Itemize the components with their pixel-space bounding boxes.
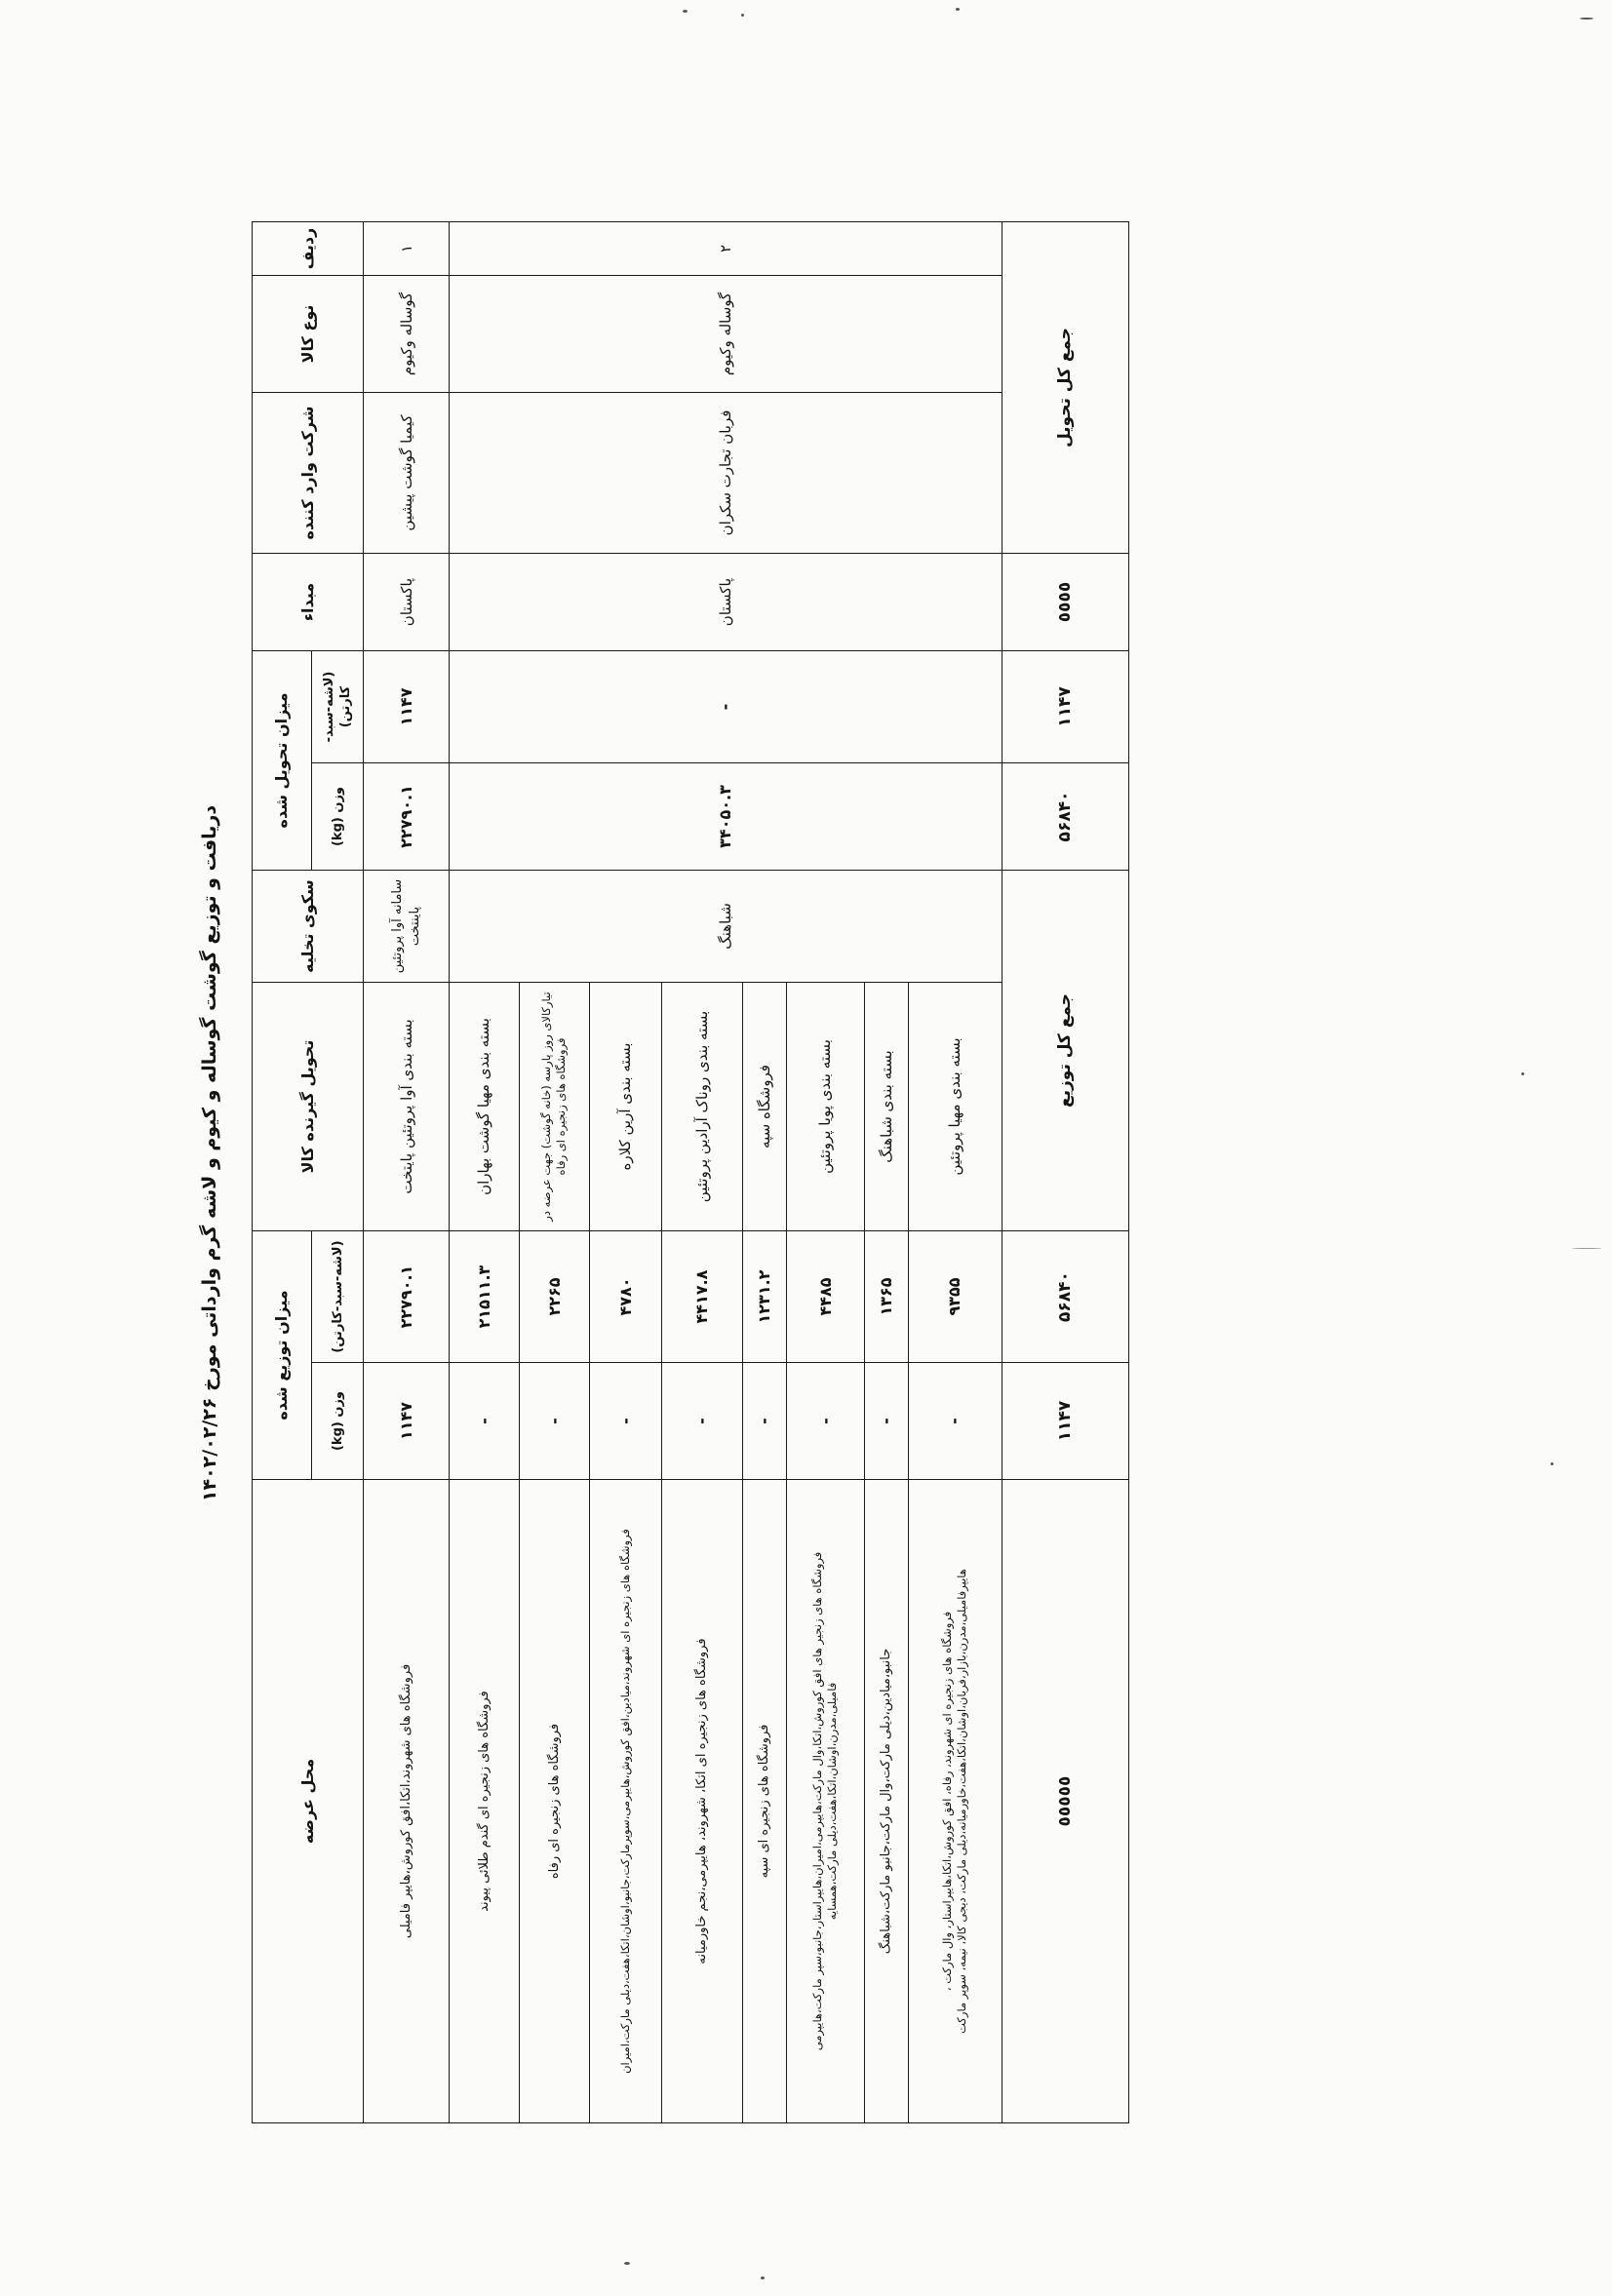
- cell-distributed-count: -: [662, 1363, 742, 1480]
- totals-row: [1002, 221, 1128, 2122]
- cell-consumption: فروشگاه های زنجیره ای گندم طلائی پیوند: [450, 1480, 520, 2123]
- cell-distributed-weight: ۲۲۷۹۰.۱: [364, 1231, 450, 1363]
- cell-delivered-count: ۱۱۴۷: [364, 650, 450, 762]
- cell-consumption: فروشگاه های زنجیر های افق کوروش،اتکا،وال مارکت،هایپرمی،امیران،هایپراستار،جانبو،سپر مارکت،هایپرمی فامیلی،مدرن،اوشان،اتکا،هفت،دیلی مارکت،همسایه: [786, 1480, 864, 2123]
- rotated-document: [176, 183, 1160, 2123]
- cell-receiver: بسته بندی پویا پروتئین: [786, 983, 864, 1231]
- cell-consumption: فروشگاه های شهروند،اتکا،افق کوروش،هایپر فامیلی: [364, 1480, 450, 2123]
- scan-speck: [741, 14, 744, 17]
- header-distributed-count: (لاشه-سبد-کارتن): [312, 1231, 364, 1363]
- header-origin: مبداء: [253, 553, 364, 650]
- cell-receiver: تیارکالای روز پارسه (خانه گوشت) جهت عرضه در فروشگاه های زنجیره ای رفاه: [520, 983, 590, 1231]
- cell-origin: پاکستان: [364, 553, 450, 650]
- cell-distributed-weight: ۲۱۵۱۱.۳: [450, 1231, 520, 1363]
- cell-receiver: بسته بندی مهیا گوشت بهاران: [450, 983, 520, 1231]
- header-receiver: تحویل گیرنده کالا: [253, 983, 364, 1231]
- cell-unloading: سامانه آوا پروتئین پاینتخت: [364, 871, 450, 983]
- cell-distributed-weight: ۴۴۱۷.۸: [662, 1231, 742, 1363]
- cell-distributed-count: -: [520, 1363, 590, 1480]
- cell-distributed-count: -: [786, 1363, 864, 1480]
- scan-speck: [624, 2262, 630, 2265]
- cell-distributed-weight: ۴۷۸۰: [589, 1231, 661, 1363]
- scan-speck: [761, 2277, 765, 2279]
- total-consumption: ٥٥٥٥٥: [1002, 1480, 1128, 2123]
- cell-goods-type: گوساله وکیوم: [450, 275, 1002, 392]
- cell-delivered-count: -: [450, 650, 1002, 762]
- cell-distributed-weight: ۹۳۵۵: [908, 1231, 1002, 1363]
- header-importer: شرکت وارد کننده: [253, 392, 364, 553]
- cell-consumption: فروشگاه های زنجیره ای اتکا، شهروند، هایپرمی،نجم خاورمیانه: [662, 1480, 742, 2123]
- scan-speck: [1580, 18, 1593, 19]
- header-row: [253, 221, 312, 2122]
- total-distributed-label: جمع کل توزیع: [1002, 871, 1128, 1231]
- distribution-table: [252, 221, 1129, 2123]
- scan-speck: [683, 10, 688, 13]
- cell-unloading: شباهنگ: [450, 871, 1002, 983]
- cell-distributed-weight: ۱۲۳۱.۲: [742, 1231, 786, 1363]
- header-goods-type: نوع کالا: [253, 275, 364, 392]
- table-row: [364, 221, 450, 2122]
- header-row-no: ردیف: [253, 221, 364, 275]
- scan-speck: [956, 8, 960, 11]
- cell-row-no: ۲: [450, 221, 1002, 275]
- cell-delivered-weight: ۳۴۰۵۰.۳: [450, 762, 1002, 870]
- total-delivered-origin: ٥٥٥٥: [1002, 553, 1128, 650]
- cell-distributed-weight: ۴۴۸۵: [786, 1231, 864, 1363]
- header-delivered-count: (لاشه-سبد-کارتن): [312, 650, 364, 762]
- cell-consumption: جانبو،میادین،دیلی مارکت،وال مارکت،جانبو مارکت،شباهنگ: [864, 1480, 908, 2123]
- cell-origin: پاکستان: [450, 553, 1002, 650]
- cell-importer: فربان تجارت سکران: [450, 392, 1002, 553]
- header-unloading: سکوی تخلیه: [253, 871, 364, 983]
- cell-goods-type: گوساله وکیوم: [364, 275, 450, 392]
- total-delivered-label: جمع کل تحویل: [1002, 221, 1128, 553]
- cell-receiver: بسته بندی روناک آرادین پروتئین: [662, 983, 742, 1231]
- header-distributed: میزان توزیع شده: [253, 1231, 312, 1480]
- scan-speck: [1521, 1072, 1524, 1075]
- header-delivered-weight: وزن (kg): [312, 762, 364, 870]
- table-row: [450, 221, 520, 2122]
- total-distributed-count: ۱۱۴۷: [1002, 1363, 1128, 1480]
- cell-distributed-count: -: [742, 1363, 786, 1480]
- cell-distributed-count: -: [864, 1363, 908, 1480]
- cell-distributed-weight: ۱۳۶۵: [864, 1231, 908, 1363]
- cell-row-no: ۱: [364, 221, 450, 275]
- cell-receiver: بسته بندی آرین کلاره: [589, 983, 661, 1231]
- cell-receiver: بسته بندی مهیا پروتئین: [908, 983, 1002, 1231]
- cell-distributed-weight: ۲۲۶۵: [520, 1231, 590, 1363]
- total-distributed-weight: ۵۶۸۴۰: [1002, 1231, 1128, 1363]
- cell-distributed-count: ۱۱۴۷: [364, 1363, 450, 1480]
- total-delivered-count: ۱۱۴۷: [1002, 650, 1128, 762]
- cell-distributed-count: -: [589, 1363, 661, 1480]
- total-delivered-weight: ۵۶۸۴۰: [1002, 762, 1128, 870]
- header-consumption: محل عرضه: [253, 1480, 364, 2123]
- cell-distributed-count: -: [908, 1363, 1002, 1480]
- header-distributed-weight: وزن (kg): [312, 1363, 364, 1480]
- cell-consumption: فروشگاه های زنجیره ای سپه: [742, 1480, 786, 2123]
- cell-distributed-count: -: [450, 1363, 520, 1480]
- scan-speck: [1551, 1462, 1553, 1465]
- cell-receiver: بسته بندی شباهنگ: [864, 983, 908, 1231]
- cell-consumption: فروشگاه های زنجیره ای شهروند،میادین،افق کوروش،هایپرمی،سوپرمارکت،جانبو،اوشان،اتکا،هفت،دیلی مارکت،امیران: [589, 1480, 661, 2123]
- header-delivered: میزان تحویل شده: [253, 650, 312, 870]
- cell-consumption: فروشگاه های زنجیره ای رفاه: [520, 1480, 590, 2123]
- cell-receiver: فروشگاه سپه: [742, 983, 786, 1231]
- cell-consumption: فروشگاه های زنجیره ای شهروند، رفاه، افق کوروش،اتکا،هایپراستار، وال مارکت ، هایپرفامیلی،مدرن،بازار،فربان،اوشان،اتکا،هفت،خاورمیانه،دیلی مارکت، دیجی کالا، نیمه، سوپر مارکت: [908, 1480, 1002, 2123]
- scan-speck: [1572, 1248, 1601, 1249]
- document-title: دریافت و توزیع گوشت گوساله و کیوم و لاشه گرم وارداتی مورخ ۱۴۰۲/۰۲/۲۶: [199, 804, 220, 1502]
- cell-delivered-weight: ۲۲۷۹۰.۱: [364, 762, 450, 870]
- cell-importer: کیمیا گوشت پیشین: [364, 392, 450, 553]
- cell-receiver: بسته بندی آوا پروتئین پایتخت: [364, 983, 450, 1231]
